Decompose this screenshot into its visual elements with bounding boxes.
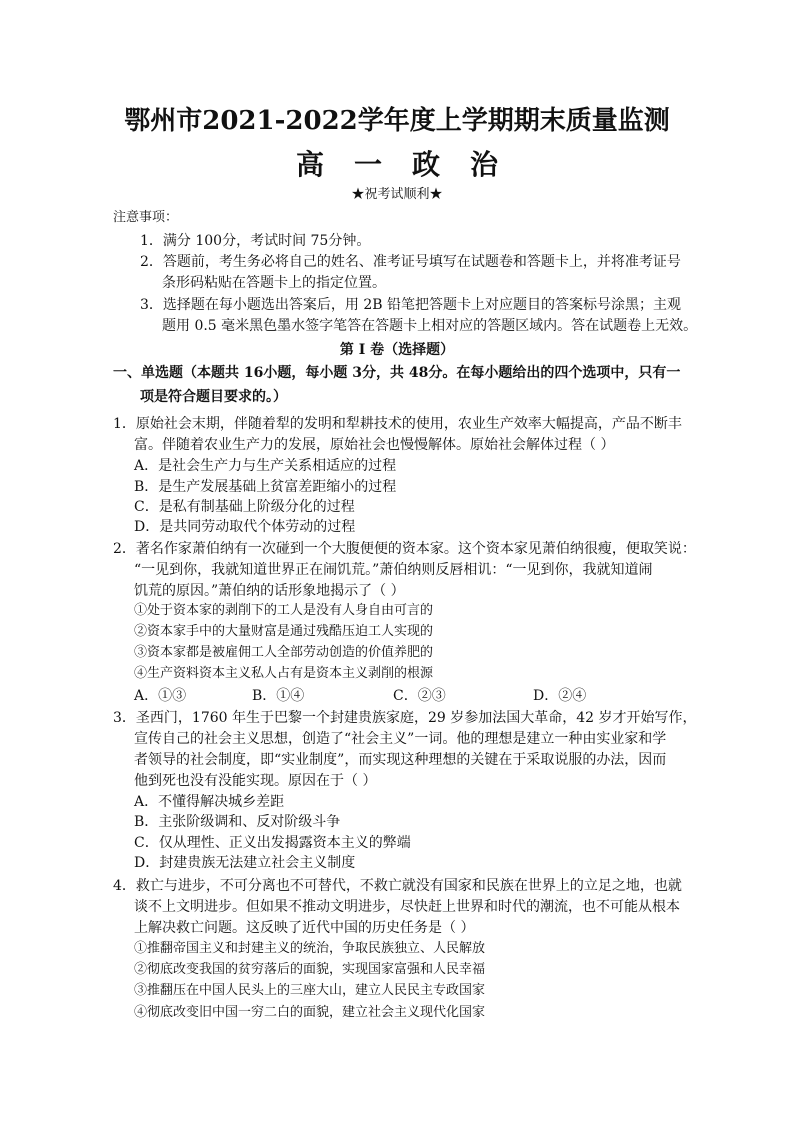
option-b: B．主张阶级调和、反对阶级斗争 (134, 814, 341, 830)
exam-title: 鄂州市2021-2022学年度上学期期末质量监测 (124, 106, 670, 136)
note-item: 1．满分 100分，考试时间 75分钟。 (140, 233, 371, 249)
option-d: D．封建贵族无法建立社会主义制度 (134, 855, 356, 871)
subject-title: 高一政治 (295, 148, 528, 181)
question-stem: 上解决救亡问题。这反映了近代中国的历史任务是（ ） (134, 920, 475, 936)
note-item: 条形码粘贴在答题卡上的指定位置。 (162, 275, 386, 291)
question-stem: 饥荒的原因。”萧伯纳的话形象地揭示了（ ） (134, 583, 405, 599)
question-stem: 4．救亡与进步，不可分离也不可替代，不救亡就没有国家和民族在世界上的立足之地，也就 (113, 878, 682, 894)
choice-c: C．②③ (393, 688, 446, 704)
question-stem: 者领导的社会制度，即“实业制度”，而实现这种理想的关键在于采取说服的办法，因而 (134, 752, 667, 768)
question-stem: 富。伴随着农业生产力的发展，原始社会也慢慢解体。原始社会解体过程（ ） (134, 437, 615, 453)
note-item: 2．答题前，考生务必将自己的姓名、准考证号填写在试题卷和答题卡上，并将准考证号 (140, 254, 681, 270)
statement: ③资本家都是被雇佣工人全部劳动创造的价值养肥的 (134, 645, 434, 660)
statement: ④生产资料资本主义私人占有是资本主义剥削的根源 (134, 666, 434, 681)
question-stem: “一见到你，我就知道世界正在闹饥荒。”萧伯纳则反唇相讥：“一见到你，我就知道闹 (134, 562, 653, 578)
question-stem: 2．著名作家萧伯纳有一次碰到一个大腹便便的资本家。这个资本家见萧伯纳很瘦，便取笑说： (113, 541, 696, 557)
question-stem: 他到死也没有没能实现。原因在于（ ） (134, 773, 377, 789)
section-title: 第 I 卷（选择题） (339, 342, 455, 358)
notes-heading: 注意事项： (113, 210, 179, 225)
statement: ④彻底改变旧中国一穷二白的面貌，建立社会主义现代化国家 (134, 1005, 486, 1020)
option-d: D．是共同劳动取代个体劳动的过程 (134, 519, 356, 535)
statement: ②彻底改变我国的贫穷落后的面貌，实现国家富强和人民幸福 (134, 962, 486, 977)
choice-a: A．①③ (134, 688, 187, 704)
statement: ①推翻帝国主义和封建主义的统治，争取民族独立、人民解放 (134, 941, 486, 956)
option-b: B．是生产发展基础上贫富差距缩小的过程 (134, 479, 397, 495)
question-stem: 3．圣西门，1760 年生于巴黎一个封建贵族家庭，29 岁参加法国大革命，42 岁才开始写作， (113, 710, 697, 726)
option-a: A．是社会生产力与生产关系相适应的过程 (134, 458, 397, 474)
choice-d: D．②④ (533, 688, 587, 704)
option-a: A．不懂得解决城乡差距 (134, 794, 285, 810)
statement: ③推翻压在中国人民头上的三座大山，建立人民民主专政国家 (134, 983, 486, 998)
note-item: 3．选择题在每小题选出答案后，用 2B 铅笔把答题卡上对应题目的答案标号涂黑；主观 (140, 297, 682, 313)
section-instruction: 一、单选题（本题共 16小题，每小题 3分，共 48分。在每小题给出的四个选项中，只有一 (113, 365, 681, 381)
option-c: C．是私有制基础上阶级分化的过程 (134, 499, 355, 515)
section-instruction: 项是符合题目要求的。） (140, 389, 287, 405)
question-stem: 谈不上文明进步。但如果不推动文明进步，尽快赶上世界和时代的潮流，也不可能从根本 (134, 899, 680, 915)
note-item: 题用 0.5 毫米黑色墨水签字笔答在答题卡上相对应的答题区域内。答在试题卷上无效。 (162, 318, 698, 334)
choice-b: B．①④ (252, 688, 305, 704)
blessing-line: ★祝考试顺利★ (351, 187, 443, 202)
option-c: C．仅从理性、正义出发揭露资本主义的弊端 (134, 835, 411, 851)
statement: ②资本家手中的大量财富是通过残酷压迫工人实现的 (134, 624, 434, 639)
question-stem: 1．原始社会末期，伴随着犁的发明和犁耕技术的使用，农业生产效率大幅提高，产品不断丰 (113, 416, 682, 432)
question-stem: 宣传自己的社会主义思想，创造了“社会主义”一词。他的理想是建立一种由实业家和学 (134, 731, 667, 747)
statement: ①处于资本家的剥削下的工人是没有人身自由可言的 (134, 603, 434, 618)
